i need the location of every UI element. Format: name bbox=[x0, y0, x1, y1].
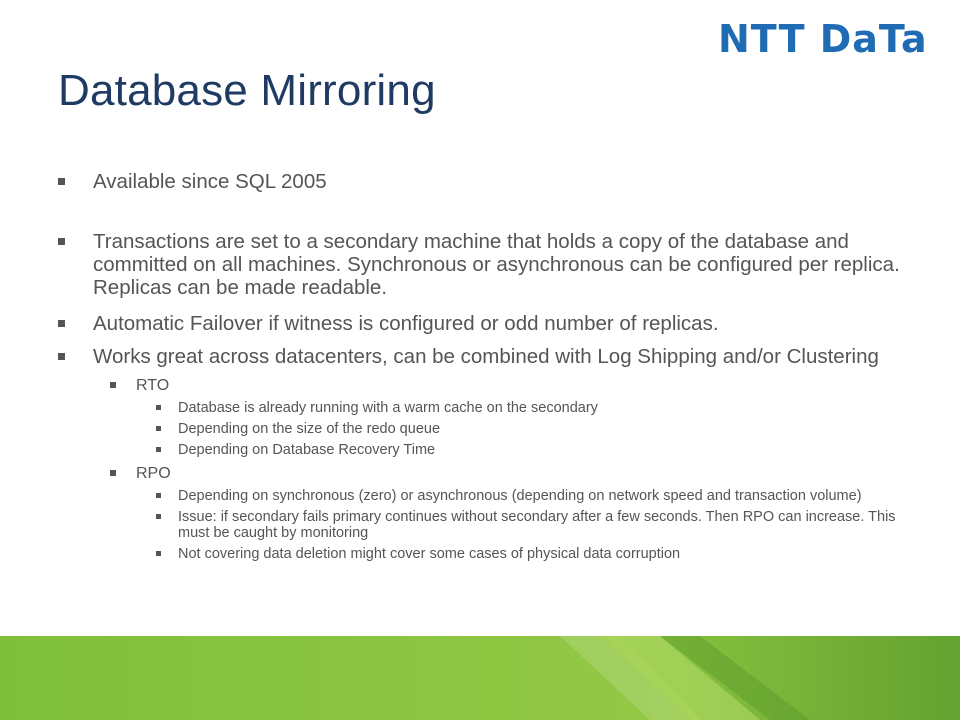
sub-bullet-rto bbox=[58, 376, 908, 395]
bullet-square-icon bbox=[58, 238, 65, 245]
bullet-square-icon bbox=[156, 551, 161, 556]
sub-sub-bullet bbox=[58, 442, 908, 458]
bullet-text: Available since SQL 2005 bbox=[93, 170, 327, 193]
bullet-square-icon bbox=[58, 320, 65, 327]
sub-sub-bullet-text: Database is already running with a warm cache on the secondary bbox=[178, 400, 598, 416]
bullet-item bbox=[58, 170, 908, 193]
bullet-item bbox=[58, 312, 908, 335]
sub-bullet-label: RPO bbox=[136, 465, 171, 482]
sub-bullet-rpo bbox=[58, 464, 908, 483]
slide-title: Database Mirroring bbox=[58, 66, 436, 115]
bullet-square-icon bbox=[156, 493, 161, 498]
logo-text: NTT DaTa bbox=[718, 17, 928, 61]
bullet-item bbox=[58, 345, 908, 368]
bullet-text: Works great across datacenters, can be combined with Log Shipping and/or Clustering bbox=[93, 345, 879, 368]
bullet-list bbox=[58, 170, 908, 562]
bullet-text: Automatic Failover if witness is configured or odd number of replicas. bbox=[93, 312, 719, 335]
sub-sub-bullet-text: Issue: if secondary fails primary continues without secondary after a few seconds. Then RPO can increase. This must be caught by monitoring bbox=[178, 509, 896, 541]
sub-sub-bullet-text: Depending on the size of the redo queue bbox=[178, 421, 441, 437]
sub-bullet-label: RTO bbox=[136, 377, 170, 394]
sub-sub-bullet-text: Depending on synchronous (zero) or asynchronous (depending on network speed and transaction volume) bbox=[178, 488, 862, 504]
sub-sub-bullet-text: Depending on Database Recovery Time bbox=[178, 442, 436, 458]
sub-sub-bullet bbox=[58, 400, 908, 416]
footer-green-band bbox=[0, 636, 960, 720]
bullet-square-icon bbox=[156, 447, 161, 452]
sub-sub-bullet-text: Not covering data deletion might cover some cases of physical data corruption bbox=[178, 546, 681, 562]
bullet-square-icon bbox=[110, 470, 116, 476]
sub-sub-bullet bbox=[58, 421, 908, 437]
bullet-square-icon bbox=[58, 178, 65, 185]
sub-sub-bullet bbox=[58, 509, 908, 541]
bullet-text: Transactions are set to a secondary machine that holds a copy of the database and committed on all machines. Synchronous or asynchronous can be configured per replica. Replicas can be made readable. bbox=[93, 230, 900, 299]
sub-sub-bullet bbox=[58, 488, 908, 504]
bullet-square-icon bbox=[58, 353, 65, 360]
bullet-item bbox=[58, 230, 908, 299]
bullet-square-icon bbox=[156, 514, 161, 519]
bullet-square-icon bbox=[110, 382, 116, 388]
ntt-data-logo bbox=[718, 17, 928, 61]
bullet-square-icon bbox=[156, 405, 161, 410]
bullet-square-icon bbox=[156, 426, 161, 431]
sub-sub-bullet bbox=[58, 546, 908, 562]
